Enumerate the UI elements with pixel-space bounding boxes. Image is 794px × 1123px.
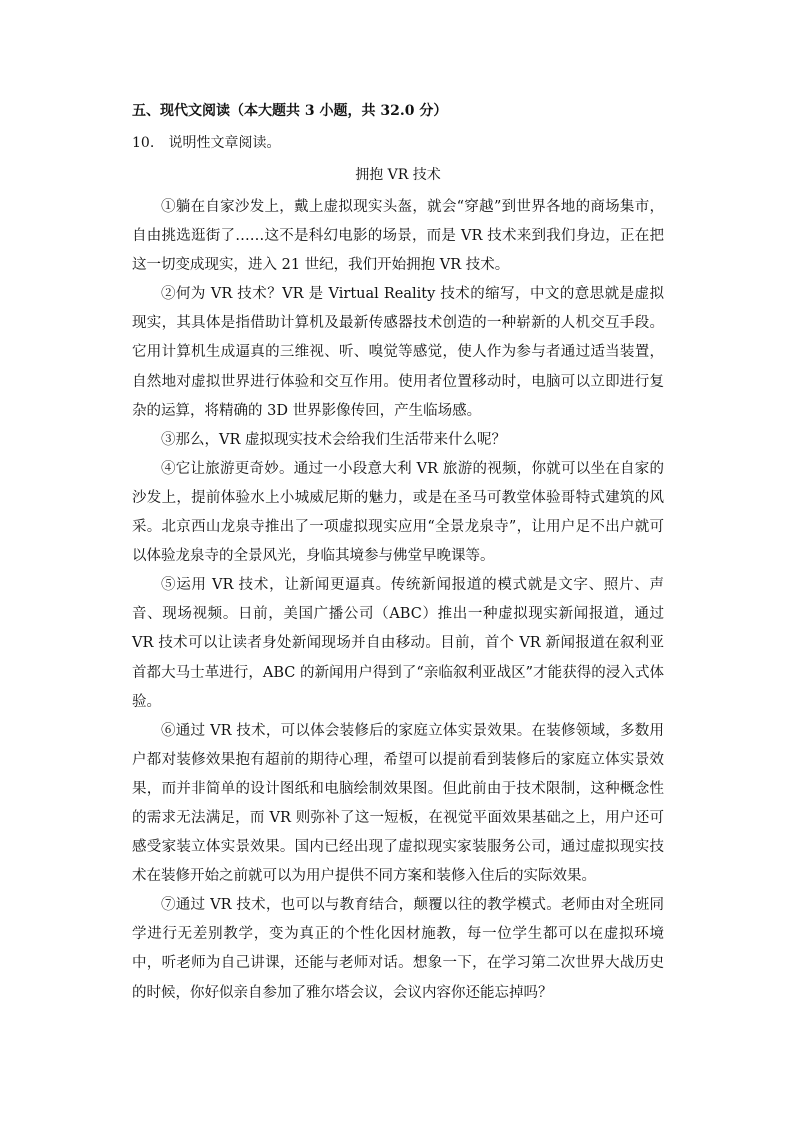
paragraph-7: ⑦通过 VR 技术，也可以与教育结合，颠覆以往的教学模式。老师由对全班同学进行无差别教学，变为真正的个性化因材施教，每一位学生都可以在虚拟环境中，听老师为自己讲课，还能与老师对话。想象一下，在学习第二次世界大战历史的时候，你好似亲自参加了雅尔塔会议，会议内容你还能忘掉吗？ [132, 897, 664, 1001]
section-heading: 五、现代文阅读（本大题共 3 小题，共 32.0 分） [132, 103, 448, 119]
question-line [132, 133, 280, 153]
paragraph-3: ③那么，VR 虚拟现实技术会给我们生活带来什么呢？ [161, 431, 506, 448]
question-prompt: 说明性文章阅读。 [168, 135, 281, 151]
paragraph-4: ④它让旅游更奇妙。通过一小段意大利 VR 旅游的视频，你就可以坐在自家的沙发上，提前体验水上小城威尼斯的魅力，或是在圣马可教堂体验哥特式建筑的风采。北京西山龙泉寺推出了一项虚拟现实应用“全景龙泉寺”，让用户足不出户就可以体验龙泉寺的全景风光，身临其境参与佛堂早晚课等。 [132, 460, 664, 565]
paragraph-5: ⑤运用 VR 技术，让新闻更逼真。传统新闻报道的模式就是文字、照片、声音、现场视频。日前，美国广播公司（ABC）推出一种虚拟现实新闻报道，通过 VR 技术可以让读者身处新闻现场并自由移动。目前，首个 VR 新闻报道在叙利亚首都大马士革进行，ABC 的新闻用户得到了“亲临叙利亚战区”才能获得的浸入式体验。 [132, 577, 664, 710]
article-title: 拥抱 VR 技术 [355, 167, 441, 183]
paragraph-2: ②何为 VR 技术？VR 是 Virtual Reality 技术的缩写，中文的意思就是虚拟现实，其具体是指借助计算机及最新传感器技术创造的一种崭新的人机交互手段。它用计算机生成逼真的三维视、听、嗅觉等感觉，使人作为参与者通过适当装置，自然地对虚拟世界进行体验和交互作用。使用者位置移动时，电脑可以立即进行复杂的运算，将精确的 3D 世界影像传回，产生临场感。 [132, 286, 664, 419]
paragraph-6: ⑥通过 VR 技术，可以体会装修后的家庭立体实景效果。在装修领域，多数用户都对装修效果抱有超前的期待心理，希望可以提前看到装修后的家庭立体实景效果，而并非简单的设计图纸和电脑绘制效果图。但此前由于技术限制，这种概念性的需求无法满足，而 VR 则弥补了这一短板，在视觉平面效果基础之上，用户还可感受家装立体实景效果。国内已经出现了虚拟现实家装服务公司，通过虚拟现实技术在装修开始之前就可以为用户提供不同方案和装修入住后的实际效果。 [132, 722, 664, 885]
paragraph-1: ①躺在自家沙发上，戴上虚拟现实头盔，就会“穿越”到世界各地的商场集市，自由挑选逛街了……这不是科幻电影的场景，而是 VR 技术来到我们身边，正在把这一切变成现实，进入 21 世纪，我们开始拥抱 VR 技术。 [132, 199, 664, 274]
question-number: 10. [132, 135, 155, 151]
article-body [132, 193, 664, 1008]
